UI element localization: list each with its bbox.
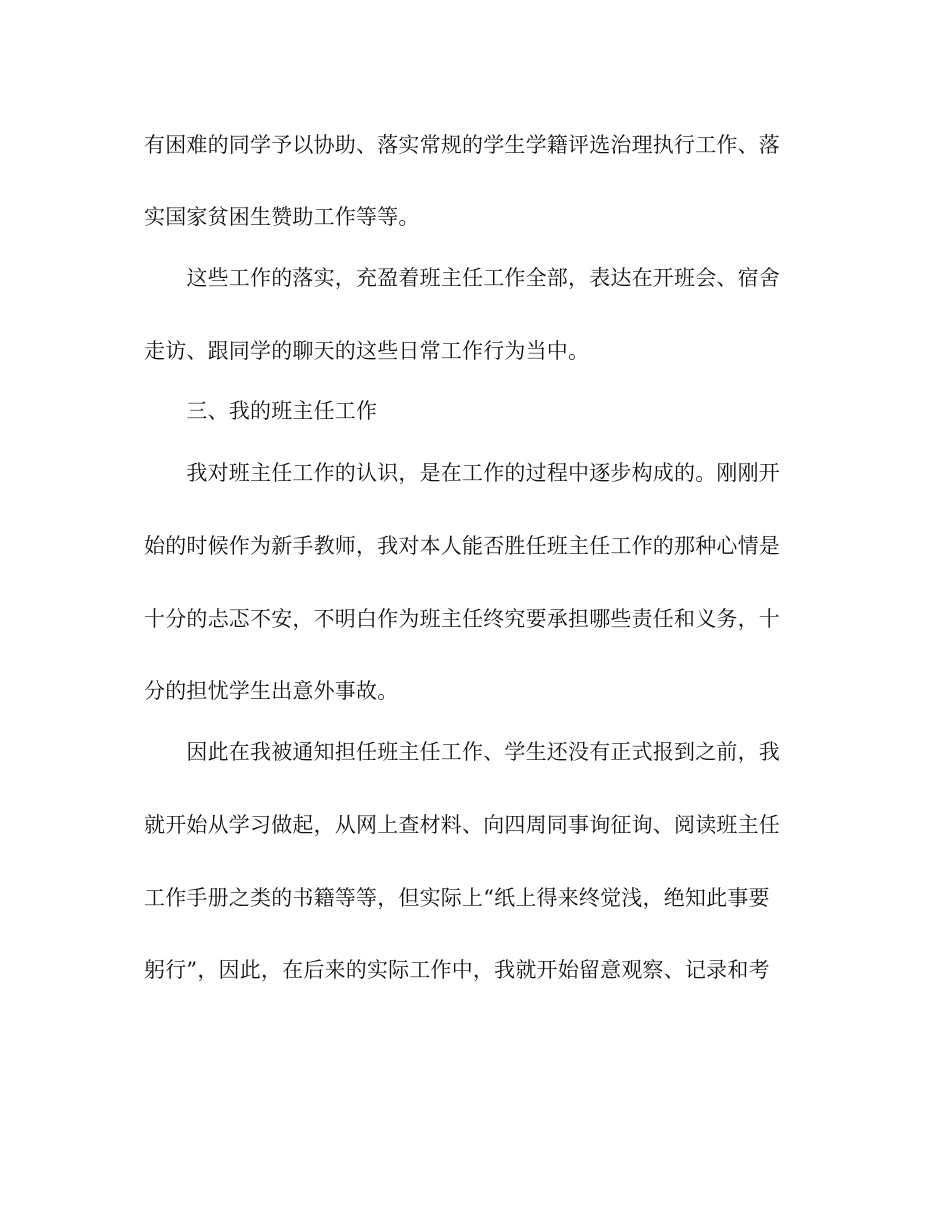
section-heading: 三、我的班主任工作: [144, 399, 378, 423]
text-line: 就开始从学习做起，从网上查材料、向四周同事询征询、阅读班主任: [144, 813, 780, 837]
text-line: 我对班主任工作的认识，是在工作的过程中逐步构成的。刚刚开: [144, 461, 780, 485]
text-line: 始的时候作为新手教师，我对本人能否胜任班主任工作的那种心情是: [144, 534, 780, 558]
text-line: 工作手册之类的书籍等等，但实际上“纸上得来终觉浅，绝知此事要: [144, 886, 770, 910]
text-line: 有困难的同学予以协助、落实常规的学生学籍评选治理执行工作、落: [144, 133, 780, 157]
text-line: 分的担忧学生出意外事故。: [144, 679, 399, 703]
text-line: 走访、跟同学的聊天的这些日常工作行为当中。: [144, 339, 590, 363]
text-line: 十分的忐忑不安，不明白作为班主任终究要承担哪些责任和义务，十: [144, 607, 780, 631]
text-line: 实国家贫困生赞助工作等等。: [144, 205, 420, 229]
text-line: 躬行”，因此，在后来的实际工作中，我就开始留意观察、记录和考: [144, 958, 770, 982]
text-line: 这些工作的落实，充盈着班主任工作全部，表达在开班会、宿舍: [144, 266, 780, 290]
text-line: 因此在我被通知担任班主任工作、学生还没有正式报到之前，我: [144, 740, 780, 764]
